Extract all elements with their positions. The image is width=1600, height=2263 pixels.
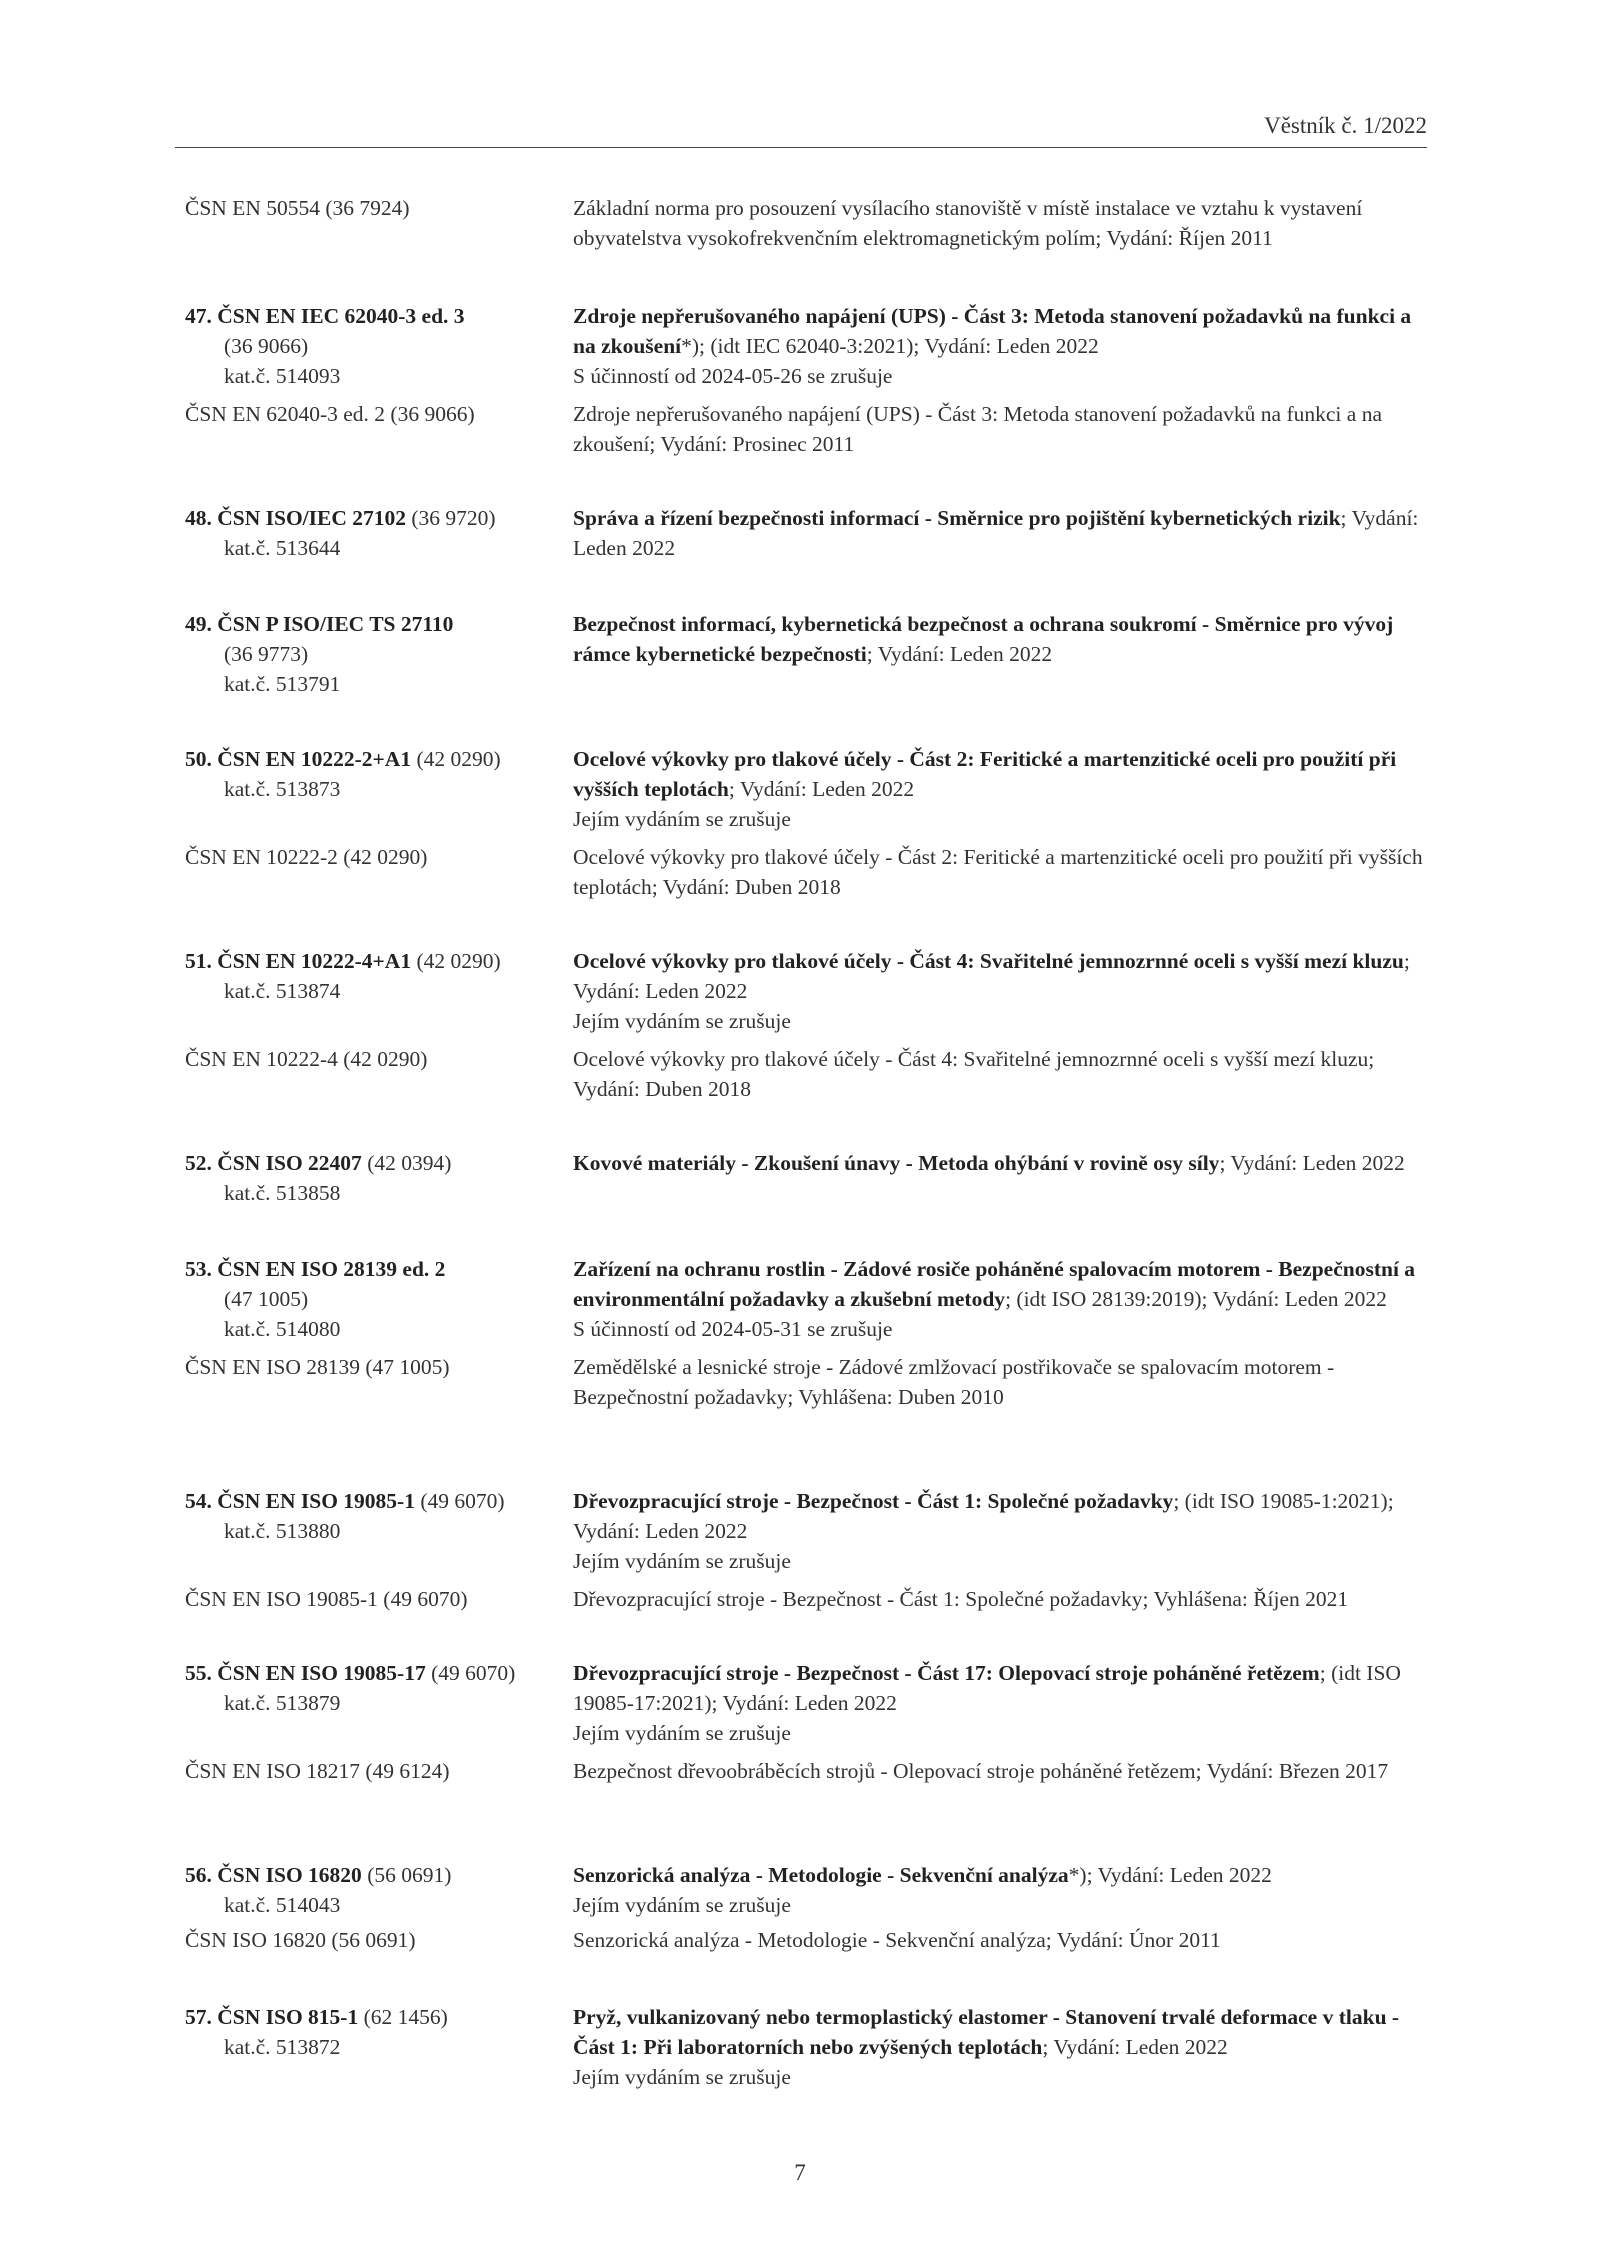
- standard-identifier: [185, 946, 565, 1006]
- standard-identifier: [185, 301, 565, 391]
- replaced-standard-code: ČSN EN ISO 28139 (47 1005): [185, 1355, 450, 1379]
- standard-meta: ; Vydání: Leden 2022: [866, 642, 1053, 666]
- replaced-standard-description: Dřevozpracující stroje - Bezpečnost - Část 1: Společné požadavky; Vyhlášena: Říjen 2021: [573, 1587, 1349, 1611]
- entry-number: 57.: [185, 2005, 212, 2029]
- standard-entry: [185, 193, 1430, 253]
- entry-number: 50.: [185, 747, 212, 771]
- replaced-standard-description: Senzorická analýza - Metodologie - Sekvenční analýza; Vydání: Únor 2011: [573, 1928, 1221, 1952]
- new-standard-row: [185, 503, 1430, 563]
- replaced-standard-row: [185, 1352, 1430, 1412]
- entry-number: 56.: [185, 1863, 212, 1887]
- standard-identifier: [185, 503, 565, 563]
- standard-entry: [185, 1860, 1430, 1955]
- catalog-number: kat.č. 513858: [224, 1181, 341, 1205]
- standard-entry: [185, 1148, 1430, 1205]
- standard-meta: ; Vydání: Leden 2022: [1219, 1151, 1405, 1175]
- standard-title: Dřevozpracující stroje - Bezpečnost - Část 1: Společné požadavky: [573, 1489, 1174, 1513]
- catalog-number: kat.č. 514080: [224, 1317, 341, 1341]
- replaced-standard-description: Ocelové výkovky pro tlakové účely - Část 2: Feritické a martenzitické oceli pro použití při vyšších teplotách; Vydání: Duben 2018: [573, 845, 1423, 899]
- replaced-standard-code: ČSN EN ISO 18217 (49 6124): [185, 1759, 450, 1783]
- entry-number: 48.: [185, 506, 212, 530]
- standard-entry: [185, 744, 1430, 902]
- catalog-number: kat.č. 513874: [224, 979, 341, 1003]
- new-standard-row: [185, 1860, 1430, 1920]
- standard-title: Senzorická analýza - Metodologie - Sekvenční analýza: [573, 1863, 1069, 1887]
- standard-code: ČSN ISO 22407: [217, 1151, 362, 1175]
- standard-description: [573, 301, 1430, 391]
- standard-title: Pryž, vulkanizovaný nebo termoplastický elastomer - Stanovení trvalé deformace v tlaku - Část 1: Při laboratorních nebo zvýšených teplotách: [573, 2005, 1400, 2059]
- entry-number: 53.: [185, 1257, 212, 1281]
- standard-description: [573, 1486, 1430, 1576]
- standard-meta: ; Vydání: Leden 2022: [573, 506, 1419, 560]
- standard-code: ČSN ISO 16820: [217, 1863, 362, 1887]
- standard-identifier: [185, 744, 565, 804]
- classification-code: (42 0290): [416, 949, 501, 973]
- standard-description: [573, 1860, 1430, 1920]
- catalog-number: kat.č. 513880: [224, 1519, 341, 1543]
- journal-title: Věstník č. 1/2022: [1264, 113, 1427, 138]
- entry-number: 51.: [185, 949, 212, 973]
- new-standard-row: [185, 1148, 1430, 1205]
- standard-code: ČSN EN IEC 62040-3 ed. 3: [217, 304, 465, 328]
- replaced-standard-row: [185, 1584, 1430, 1614]
- catalog-number: kat.č. 513791: [224, 672, 341, 696]
- validity-note: Jejím vydáním se zrušuje: [573, 1721, 791, 1745]
- standard-entry: [185, 2002, 1430, 2092]
- standard-title: Ocelové výkovky pro tlakové účely - Část 2: Feritické a martenzitické oceli pro použití při vyšších teplotách: [573, 747, 1397, 801]
- new-standard-row: [185, 609, 1430, 696]
- catalog-number: kat.č. 514093: [224, 364, 341, 388]
- standard-meta: ; (idt ISO 19085-17:2021); Vydání: Leden 2022: [573, 1661, 1401, 1715]
- standard-meta: ; (idt ISO 19085-1:2021); Vydání: Leden 2022: [573, 1489, 1394, 1543]
- standard-entry: [185, 609, 1430, 696]
- validity-note: S účinností od 2024-05-31 se zrušuje: [573, 1317, 893, 1341]
- standard-title: Kovové materiály - Zkoušení únavy - Metoda ohýbání v rovině osy síly: [573, 1151, 1220, 1175]
- new-standard-row: [185, 946, 1430, 1036]
- standard-title: Zařízení na ochranu rostlin - Zádové rosiče poháněné spalovacím motorem - Bezpečnostní a environmentální požadavky a zkušební metody: [573, 1257, 1416, 1311]
- standard-meta: *); (idt IEC 62040-3:2021); Vydání: Leden 2022: [681, 334, 1099, 358]
- new-standard-row: [185, 1486, 1430, 1576]
- standard-description: [573, 2002, 1430, 2092]
- standard-code: ČSN EN ISO 19085-17: [217, 1661, 426, 1685]
- standard-identifier: [185, 1254, 565, 1344]
- standard-entry: [185, 946, 1430, 1104]
- standard-entry: [185, 1486, 1430, 1614]
- standard-title: Správa a řízení bezpečnosti informací - Směrnice pro pojištění kybernetických rizik: [573, 506, 1341, 530]
- standard-description: [573, 946, 1430, 1036]
- replaced-standard-row: [185, 1925, 1430, 1955]
- new-standard-row: [185, 301, 1430, 391]
- standard-meta: ; Vydání: Leden 2022: [728, 777, 915, 801]
- standard-meta: *); Vydání: Leden 2022: [1068, 1863, 1272, 1887]
- standard-identifier: [185, 1658, 565, 1718]
- page-number: 7: [794, 2160, 806, 2185]
- validity-note: Jejím vydáním se zrušuje: [573, 2065, 791, 2089]
- standard-identifier: [185, 1860, 565, 1920]
- replaced-standard-row: [185, 842, 1430, 902]
- entry-number: 49.: [185, 612, 212, 636]
- new-standard-row: [185, 744, 1430, 834]
- classification-code: (47 1005): [224, 1287, 309, 1311]
- standard-code: ČSN EN 10222-2+A1: [217, 747, 412, 771]
- standard-title: Bezpečnost informací, kybernetická bezpečnost a ochrana soukromí - Směrnice pro vývoj rámce kybernetické bezpečnosti: [573, 612, 1394, 666]
- classification-code: (49 6070): [420, 1489, 505, 1513]
- standard-identifier: [185, 1486, 565, 1546]
- replaced-standard-code: ČSN EN 50554 (36 7924): [185, 196, 410, 220]
- validity-note: Jejím vydáním se zrušuje: [573, 807, 791, 831]
- replaced-standard-row: [185, 193, 1430, 253]
- classification-code: (62 1456): [363, 2005, 448, 2029]
- classification-code: (36 9066): [224, 334, 309, 358]
- standard-meta: ; Vydání: Leden 2022: [1042, 2035, 1228, 2059]
- standard-code: ČSN EN ISO 28139 ed. 2: [217, 1257, 446, 1281]
- standard-code: ČSN EN 10222-4+A1: [217, 949, 412, 973]
- classification-code: (42 0394): [367, 1151, 452, 1175]
- replaced-standard-description: Zemědělské a lesnické stroje - Zádové zmlžovací postřikovače se spalovacím motorem - Bezpečnostní požadavky; Vyhlášena: Duben 2010: [573, 1355, 1335, 1409]
- standard-identifier: [185, 1148, 565, 1208]
- validity-note: Jejím vydáním se zrušuje: [573, 1549, 791, 1573]
- entry-number: 52.: [185, 1151, 212, 1175]
- classification-code: (42 0290): [416, 747, 501, 771]
- replaced-standard-description: Ocelové výkovky pro tlakové účely - Část 4: Svařitelné jemnozrnné oceli s vyšší mezí kluzu; Vydání: Duben 2018: [573, 1047, 1375, 1101]
- standard-entry: [185, 503, 1430, 563]
- catalog-number: kat.č. 513879: [224, 1691, 341, 1715]
- standard-code: ČSN EN ISO 19085-1: [217, 1489, 415, 1513]
- validity-note: S účinností od 2024-05-26 se zrušuje: [573, 364, 893, 388]
- replaced-standard-code: ČSN EN 62040-3 ed. 2 (36 9066): [185, 402, 475, 426]
- classification-code: (49 6070): [431, 1661, 516, 1685]
- entry-number: 54.: [185, 1489, 212, 1513]
- replaced-standard-code: ČSN EN ISO 19085-1 (49 6070): [185, 1587, 468, 1611]
- new-standard-row: [185, 1254, 1430, 1344]
- classification-code: (56 0691): [367, 1863, 452, 1887]
- standard-description: [573, 609, 1430, 669]
- replaced-standard-description: Základní norma pro posouzení vysílacího stanoviště v místě instalace ve vztahu k vystavení obyvatelstva vysokofrekvenčním elektromagnetickým polím; Vydání: Říjen 2011: [573, 196, 1363, 250]
- new-standard-row: [185, 1658, 1430, 1748]
- replaced-standard-code: ČSN ISO 16820 (56 0691): [185, 1928, 416, 1952]
- standard-code: ČSN ISO 815-1: [217, 2005, 359, 2029]
- standard-title: Zdroje nepřerušovaného napájení (UPS) - Část 3: Metoda stanovení požadavků na funkci a na zkoušení: [573, 304, 1412, 358]
- standard-description: [573, 1254, 1430, 1344]
- entry-number: 47.: [185, 304, 212, 328]
- catalog-number: kat.č. 514043: [224, 1893, 341, 1917]
- standard-code: ČSN ISO/IEC 27102: [217, 506, 407, 530]
- page-header: [175, 113, 1427, 148]
- replaced-standard-description: Zdroje nepřerušovaného napájení (UPS) - Část 3: Metoda stanovení požadavků na funkci a na zkoušení; Vydání: Prosinec 2011: [573, 402, 1382, 456]
- entry-number: 55.: [185, 1661, 212, 1685]
- catalog-number: kat.č. 513644: [224, 536, 341, 560]
- standard-title: Ocelové výkovky pro tlakové účely - Část 4: Svařitelné jemnozrnné oceli s vyšší mezí kluzu: [573, 949, 1404, 973]
- validity-note: Jejím vydáním se zrušuje: [573, 1009, 791, 1033]
- replaced-standard-row: [185, 1756, 1430, 1786]
- replaced-standard-row: [185, 1044, 1430, 1104]
- standard-code: ČSN P ISO/IEC TS 27110: [217, 612, 454, 636]
- replaced-standard-code: ČSN EN 10222-4 (42 0290): [185, 1047, 428, 1071]
- standard-entry: [185, 1254, 1430, 1412]
- classification-code: (36 9720): [411, 506, 496, 530]
- replaced-standard-description: Bezpečnost dřevoobráběcích strojů - Olepovací stroje poháněné řetězem; Vydání: Březen 2017: [573, 1759, 1389, 1783]
- replaced-standard-row: [185, 399, 1430, 459]
- standard-entry: [185, 301, 1430, 459]
- validity-note: Jejím vydáním se zrušuje: [573, 1893, 791, 1917]
- standard-description: [573, 503, 1430, 563]
- new-standard-row: [185, 2002, 1430, 2092]
- catalog-number: kat.č. 513873: [224, 777, 341, 801]
- replaced-standard-code: ČSN EN 10222-2 (42 0290): [185, 845, 428, 869]
- standard-description: [573, 1148, 1430, 1178]
- classification-code: (36 9773): [224, 642, 309, 666]
- standard-meta: ; Vydání: Leden 2022: [573, 949, 1410, 1003]
- standard-entry: [185, 1658, 1430, 1786]
- standard-identifier: [185, 2002, 565, 2062]
- standard-description: [573, 744, 1430, 834]
- standard-identifier: [185, 609, 565, 699]
- standard-title: Dřevozpracující stroje - Bezpečnost - Část 17: Olepovací stroje poháněné řetězem: [573, 1661, 1320, 1685]
- standard-meta: ; (idt ISO 28139:2019); Vydání: Leden 2022: [1005, 1287, 1387, 1311]
- catalog-number: kat.č. 513872: [224, 2035, 341, 2059]
- standard-description: [573, 1658, 1430, 1748]
